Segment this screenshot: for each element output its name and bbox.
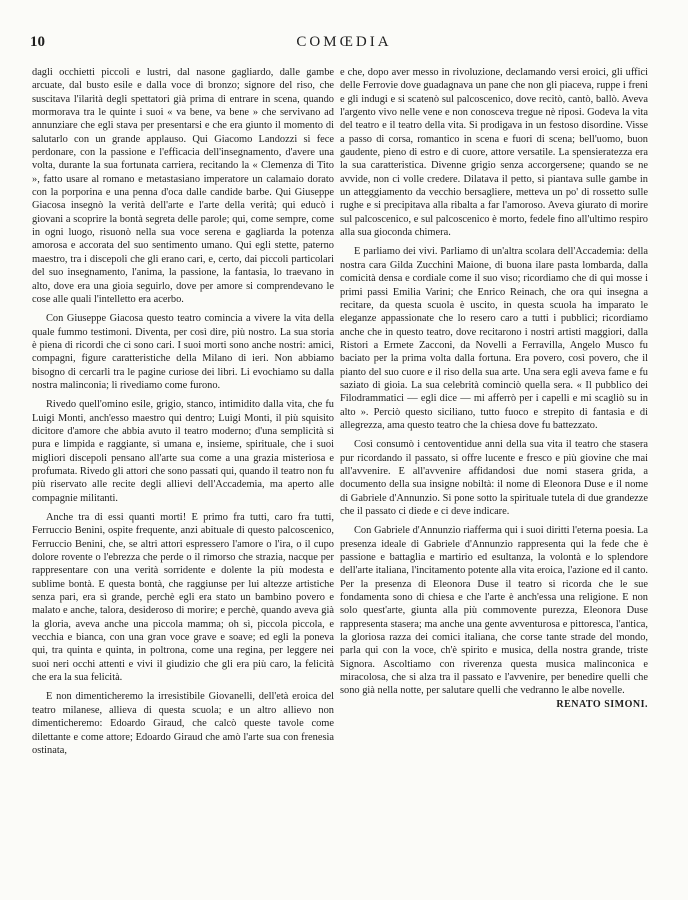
- paragraph: dagli occhietti piccoli e lustri, dal nasone gagliardo, dalle gambe arcuate, dal busto esile e dalla voce di bronzo; signore del riso, che suscitava l'ilarità degli spettatori già prima di entrare in scena, quando mormorava tra le quinte i suoi « va bene, va bene » che servivano ad annunziare che egli stava per presentarsi e che era giunto il momento di salutarlo con un grande applauso. Qui Giacomo Landozzi si fece perdonare, con la passione e l'efficacia dell'insegnamento, d'avere una volta, durante la sua fortunata carriera, recitando la « Clemenza di Tito », fatto usare al romano e metastasiano imperatore un calamaio dorato con la porporina e una penna d'oca dalle candide barbe. Qui Giuseppe Giacosa insegnò la verità dell'arte e l'arte della verità; qui educò i giovani a scoprire la bontà segreta delle parole; qui, come sempre, come in ogni luogo, risuonò nella sua voce serena e gagliarda la potenza amorosa e accorata del suo sentimento umano. Qui egli stette, paterno maestro, tra i discepoli che gli erano cari, e, certo, dai piccoli particolari del suo insegnamento, l'anima, la passione, la fantasia, lo traevano in alto, dove era una gioia seguirlo, dove per amore si comprendevano le cose alle quali l'intelletto era acerbo.: [32, 67, 334, 305]
- paragraph: e che, dopo aver messo in rivoluzione, declamando versi eroici, gli uffici delle Ferrovie dove guadagnava un pane che non gli piaceva, ruppe i freni e gli indugi e si scatenò sul palcoscenico, dove recitò, cantò, ballò. Aveva l'argento vivo nelle vene e non conosceva tregue nè riposi. Godeva la vita del teatro e il teatro della vita. Si prodigava in un festoso disordine. Visse a passo di corsa, romantico in scena e fuori di scena; bell'uomo, buon gaudente, pieno di estro e di cuore, attore versatile. La spensieratezza era la sua caratteristica. Divenne grigio senza accorgersene; quando se ne avvide, non ci volle credere. Dilatava il petto, si piantava sulle gambe in un atteggiamento da vecchio bersagliere, metteva un po' di rossetto sulle rughe e si precipitava alla ribalta a far l'amoroso. Aveva giurato di morire sul palcoscenico, e sul palcoscenico è morto, fedele fino all'ultimo respiro alla sua gioconda chimera.: [340, 67, 648, 239]
- paragraph: Con Giuseppe Giacosa questo teatro comincia a vivere la vita della quale fummo testimoni. Diventa, per così dire, più nostro. La sua storia è piena di ricordi che ci sono cari. I suoi morti sono anche nostri: amici, compagni, figure caratteristiche della Milano di ieri. Non abbiamo bisogno di cercarli tra le pagine curiose dei libri. Li evochiamo su dalla nostra malinconia; li rivediamo come furono.: [32, 313, 334, 391]
- journal-title: COMŒDIA: [296, 34, 392, 50]
- paragraph: Così consumò i centoventidue anni della sua vita il teatro che stasera pur ricordando il passato, si offre lucente e fresco e più giovine che mai all'avvenire. E all'avvenire affidandosi due nomi stasera grida, a documento della sua insigne nobiltà: il nome di Eleonora Duse e il nome di Gabriele d'Annunzio. Si pone sotto la spirituale tutela di due grandezze che il passato ci diede e ci deve indicare.: [340, 439, 648, 517]
- left-column: [32, 66, 334, 757]
- author-signature: RENATO SIMONI.: [556, 698, 648, 710]
- paragraph: Anche tra di essi quanti morti! E primo fra tutti, caro fra tutti, Ferruccio Benini, ospite frequente, anzi abituale di questo palcoscenico, Ferruccio Benini, che, se altri attori espressero l'amore o l'ira, o il cupo dolore rovente o l'ebrezza che perde o il rimorso che strazia, nacque per rappresentare con una verità sorridente e dolente la più modesta e sublime bontà. E questa bontà, che raggiunse per lui altezze artistiche senza pari, era sì grande, perchè egli era stato un bambino povero e malato e anche, talora, desideroso di morire; e perchè, quando aveva già la gloria, aveva anche una piccola mamma; oh sì, piccola piccola, e vecchia e bianca, con una gran voce grave e soave; ed egli la poneva qui, tra quinta e quinta, in poltrona, come una regina, per leggere nei suoi neri occhi attenti e vivi il giudizio che gli era più caro, la felicità che era la sua felicità.: [32, 512, 334, 684]
- right-column: [340, 66, 648, 711]
- paragraph: Con Gabriele d'Annunzio riafferma qui i suoi diritti l'eterna poesia. La presenza ideale di Gabriele d'Annunzio rappresenta qui la fede che è passione e battaglia e martirio ed esultanza, la volontà e lo splendore dell'arte italiana, l'incitamento potente alla vita eroica, l'azione ed il canto. Per la presenza di Eleonora Duse il teatro si ricorda che le sue fondamenta sono di chiesa e che l'arte è anch'essa una religione. E non solo quest'arte, giunta alla più commovente purezza, Eleonora Duse rappresenta stasera; ma anche una gente avventurosa e pittoresca, l'antica, la gloriosa razza dei comici italiana, che corse tante strade del mondo, parla qui con la voce, ch'è spirito e musica, della nostra grande, triste Signora. Ascoltiamo con riverenza questa musica malinconica e miracolosa, che si alza tra il passato e l'avvenire, per benedire quelli che sono già nella notte, per salutare quelli che vedranno le albe novelle.: [340, 525, 648, 697]
- paragraph: E parliamo dei vivi. Parliamo di un'altra scolara dell'Accademia: della nostra cara Gilda Zucchini Maione, di buona ilare pasta lombarda, dalla comicità densa e cordiale come il suo viso; ricordiamo che di qui mosse i primi passi Emilia Varini; che Enrico Reinach, che ora qui insegna a recitare, da questa scuola è uscito, in questa scuola ha imparato le eleganze appassionate che lo resero caro a tutti i pubblici; ricordiamo anche che in questo teatro, dove recitarono i nostri artisti maggiori, dalla Ristori a Ermete Zacconi, da Novelli a Ferravilla, Angelo Musco fu baciato per la prima volta dalla fortuna. Era povero, così povero, che il pianto del suo cuore e il riso della sua arte. Una sera egli aveva fame e fu saziato di gioia. La sua celebrità cominciò quella sera. « Il pubblico dei Filodrammatici — egli dice — mi afferrò per i capelli e mi scagliò su in alto ». Perciò questo siciliano, tutto fuoco e strepito di fantasia e di allegrezza, ama questo teatro che la chiesa dove fu battezzato.: [340, 246, 648, 431]
- paragraph: E non dimenticheremo la irresistibile Giovanelli, dell'età eroica del teatro milanese, allieva di questa scuola; e un altro allievo non dimenticheremo: Edoardo Giraud, che calcò queste tavole come dilettante e come attore; Edoardo Giraud che amò l'arte sua con frenesia ostinata,: [32, 691, 334, 756]
- page-header: [30, 34, 658, 56]
- paragraph: Rivedo quell'omino esile, grigio, stanco, intimidito dalla vita, che fu Luigi Monti, anch'esso maestro qui dentro; Luigi Monti, il più squisito dicitore d'amore che abbia avuto il teatro moderno; d'una semplicità sì pura e limpida e raggiante, sì umana e, insieme, spirituale, che i suoi migliori discepoli pensano all'arte sua come a una grazia misteriosa e profumata. Rivedo gli attori che sono passati qui, quando il teatro non fu più riservato alle recite degli allievi dell'Accademia, ma aperto alle compagnie militanti.: [32, 399, 334, 504]
- page-number: 10: [30, 34, 45, 50]
